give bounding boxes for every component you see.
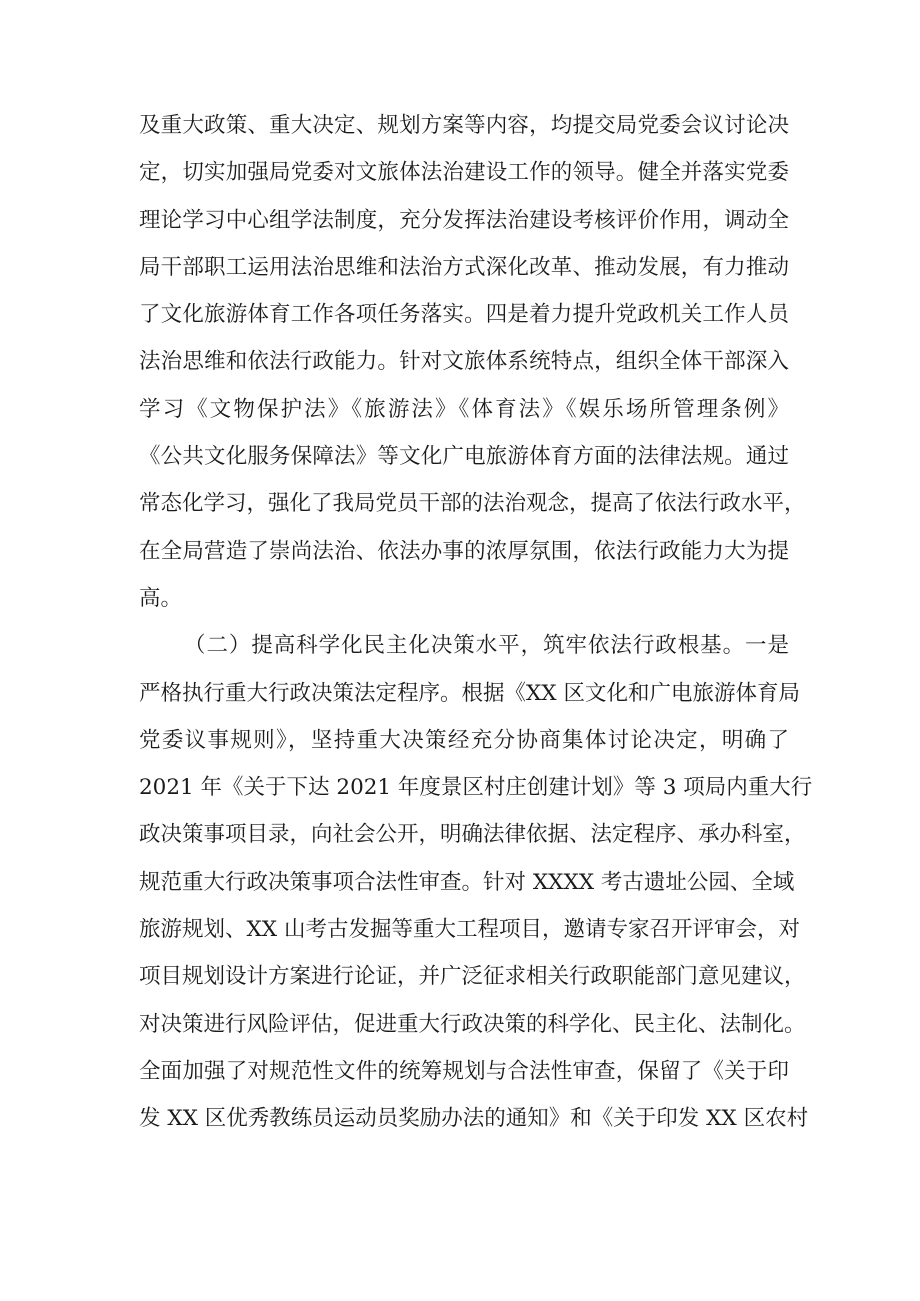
text-line: 《公共文化服务保障法》等文化广电旅游体育方面的法律法规。通过 bbox=[139, 444, 789, 470]
text-line: 学习《文物保护法》《旅游法》《体育法》《娱乐场所管理条例》 bbox=[139, 396, 789, 422]
text-line: 旅游规划、XX 山考古发掘等重大工程项目，邀请专家召开评审会，对 bbox=[139, 917, 800, 943]
text-line: 理论学习中心组学法制度，充分发挥法治建设考核评价作用，调动全 bbox=[139, 207, 789, 233]
text-line: 了文化旅游体育工作各项任务落实。四是着力提升党政机关工作人员 bbox=[139, 302, 789, 328]
section-heading-line: （二）提高科学化民主化决策水平，筑牢依法行政根基。一是 bbox=[184, 633, 789, 659]
text-line: 项目规划设计方案进行论证，并广泛征求相关行政职能部门意见建议， bbox=[139, 964, 806, 990]
document-body bbox=[139, 102, 813, 1143]
text-line: 党委议事规则》，坚持重大决策经充分协商集体讨论决定，明确了 bbox=[139, 727, 789, 753]
text-line: 发 XX 区优秀教练员运动员奖励办法的通知》和《关于印发 XX 区农村 bbox=[139, 1106, 809, 1132]
text-line: 规范重大行政决策事项合法性审查。针对 XXXX 考古遗址公园、全域 bbox=[139, 869, 795, 895]
text-line: 常态化学习，强化了我局党员干部的法治观念，提高了依法行政水平， bbox=[139, 491, 806, 517]
text-line: 全面加强了对规范性文件的统筹规划与合法性审查，保留了《关于印 bbox=[139, 1058, 789, 1084]
text-line: 局干部职工运用法治思维和法治方式深化改革、推动发展，有力推动 bbox=[139, 254, 789, 280]
text-line: 法治思维和依法行政能力。针对文旅体系统特点，组织全体干部深入 bbox=[139, 349, 789, 375]
paragraph-end-line: 高。 bbox=[139, 585, 183, 611]
text-line: 2021 年《关于下达 2021 年度景区村庄创建计划》等 3 项局内重大行 bbox=[139, 775, 813, 801]
text-line: 对决策进行风险评估，促进重大行政决策的科学化、民主化、法制化。 bbox=[139, 1011, 806, 1037]
text-line: 定，切实加强局党委对文旅体法治建设工作的领导。健全并落实党委 bbox=[139, 160, 789, 186]
text-line: 及重大政策、重大决定、规划方案等内容，均提交局党委会议讨论决 bbox=[139, 113, 789, 138]
text-line: 严格执行重大行政决策法定程序。根据《XX 区文化和广电旅游体育局 bbox=[139, 680, 800, 706]
text-line: 政决策事项目录，向社会公开，明确法律依据、法定程序、承办科室， bbox=[139, 822, 806, 848]
text-line: 在全局营造了崇尚法治、依法办事的浓厚氛围，依法行政能力大为提 bbox=[139, 538, 789, 564]
